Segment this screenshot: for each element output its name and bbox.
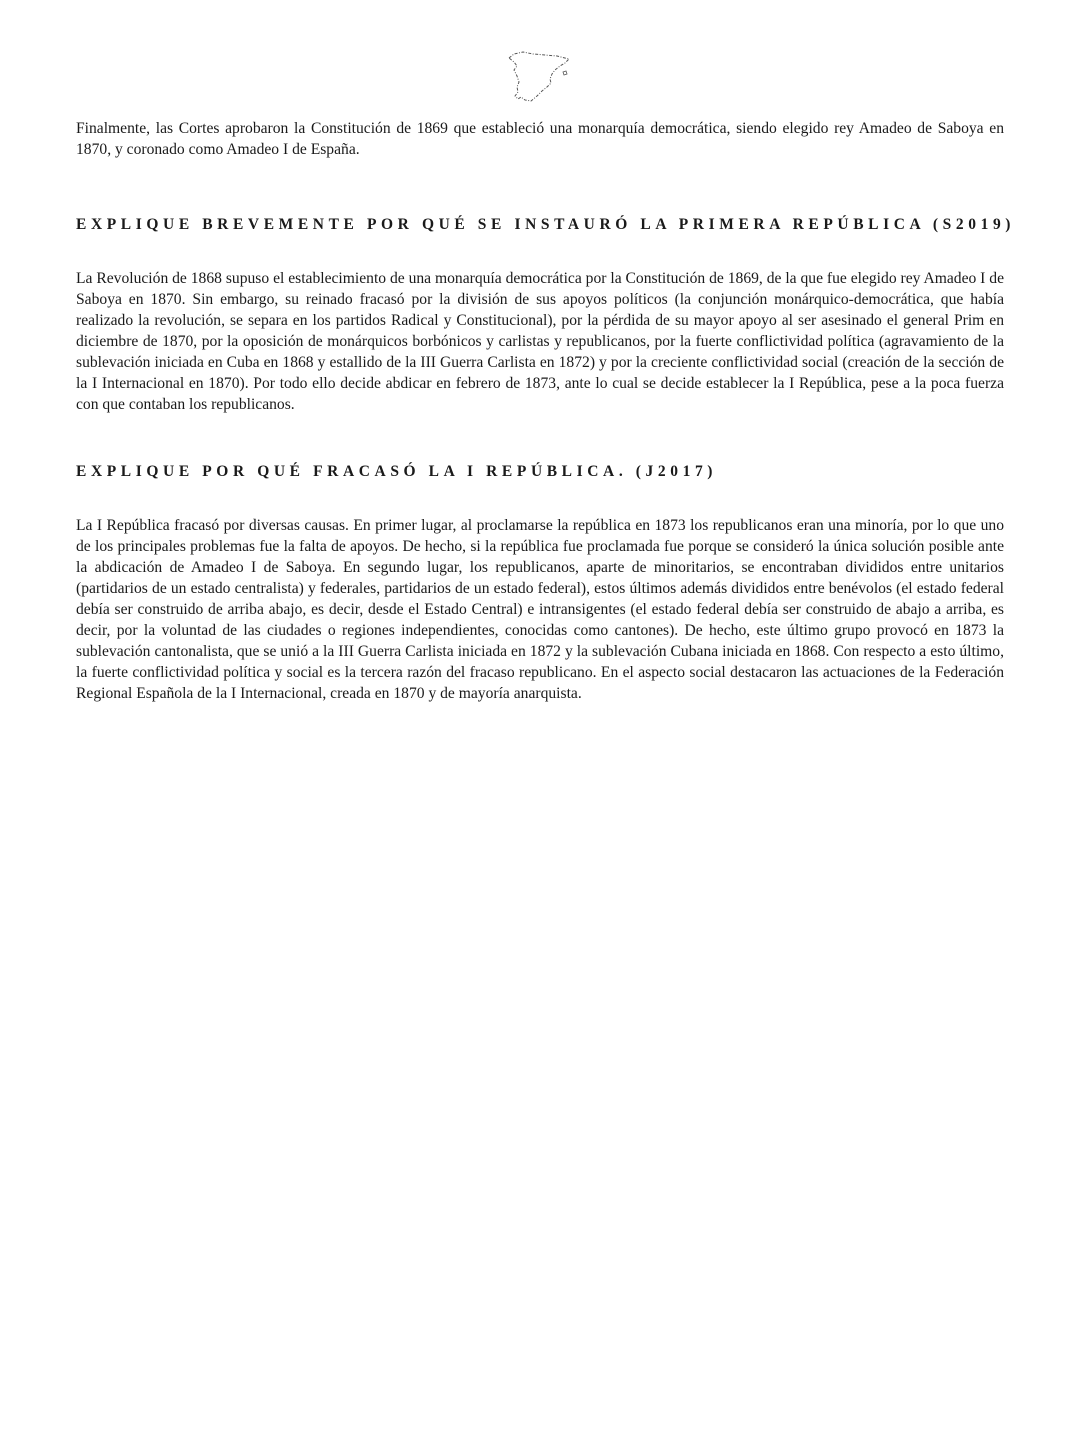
spain-map-outline-icon — [505, 46, 573, 104]
section-body-fracaso-republica: La I República fracasó por diversas causas. En primer lugar, al proclamarse la república en 1873 los republicanos eran una minoría, por lo que uno de los principales problemas fue la falta de apoyos. De hecho, si la república fue proclamada fue porque se consideró la única solución posible ante la abdicación de Amadeo I de Saboya. En segundo lugar, los republicanos, aparte de minoritarios, se encontraban divididos entre unitarios (partidarios de un estado centralista) y federales, partidarios de un estado federal), estos últimos además divididos entre benévolos (el estado federal debía ser construido de arriba abajo, es decir, desde el Estado Central) e intransigentes (el estado federal debía ser construido de abajo a arriba, es decir, por la voluntad de las ciudades o regiones independientes, conocidas como cantones). De hecho, este último grupo provocó en 1873 la sublevación cantonalista, que se unió a la III Guerra Carlista iniciada en 1872 y la sublevación Cubana iniciada en 1868. Con respecto a esto último, la fuerte conflictividad política y social es la tercera razón del fracaso republicano. En el aspecto social destacaron las actuaciones de la Federación Regional Española de la I Internacional, creada en 1870 y de mayoría anarquista. — [76, 517, 1004, 702]
section-heading-fracaso-republica: EXPLIQUE POR QUÉ FRACASÓ LA I REPÚBLICA. (J2017) — [76, 463, 718, 480]
section-body-primera-republica: La Revolución de 1868 supuso el establecimiento de una monarquía democrática por la Constitución de 1869, de la que fue elegido rey Amadeo I de Saboya en 1870. Sin embargo, su reinado fracasó por la división de sus apoyos políticos (la conjunción monárquico-democrática, que había realizado la revolución, se separa en los partidos Radical y Constitucional), por la pérdida de su mayor apoyo al ser asesinado el general Prim en diciembre de 1870, por la oposición de monárquicos borbónicos y carlistas y republicanos, por la fuerte conflictividad política (agravamiento de la sublevación iniciada en Cuba en 1868 y estallido de la III Guerra Carlista en 1872) y por la creciente conflictividad social (creación de la sección de la I Internacional en 1870). Por todo ello decide abdicar en febrero de 1873, ante lo cual se decide establecer la I República, pese a la poca fuerza con que contaban los republicanos. — [76, 270, 1004, 413]
section-heading-primera-republica: EXPLIQUE BREVEMENTE POR QUÉ SE INSTAURÓ LA PRIMERA REPÚBLICA (S2019) — [76, 216, 1016, 233]
document-body — [76, 118, 1016, 704]
intro-paragraph: Finalmente, las Cortes aprobaron la Constitución de 1869 que estableció una monarquía democrática, siendo elegido rey Amadeo de Saboya en 1870, y coronado como Amadeo I de España. — [76, 120, 1004, 158]
